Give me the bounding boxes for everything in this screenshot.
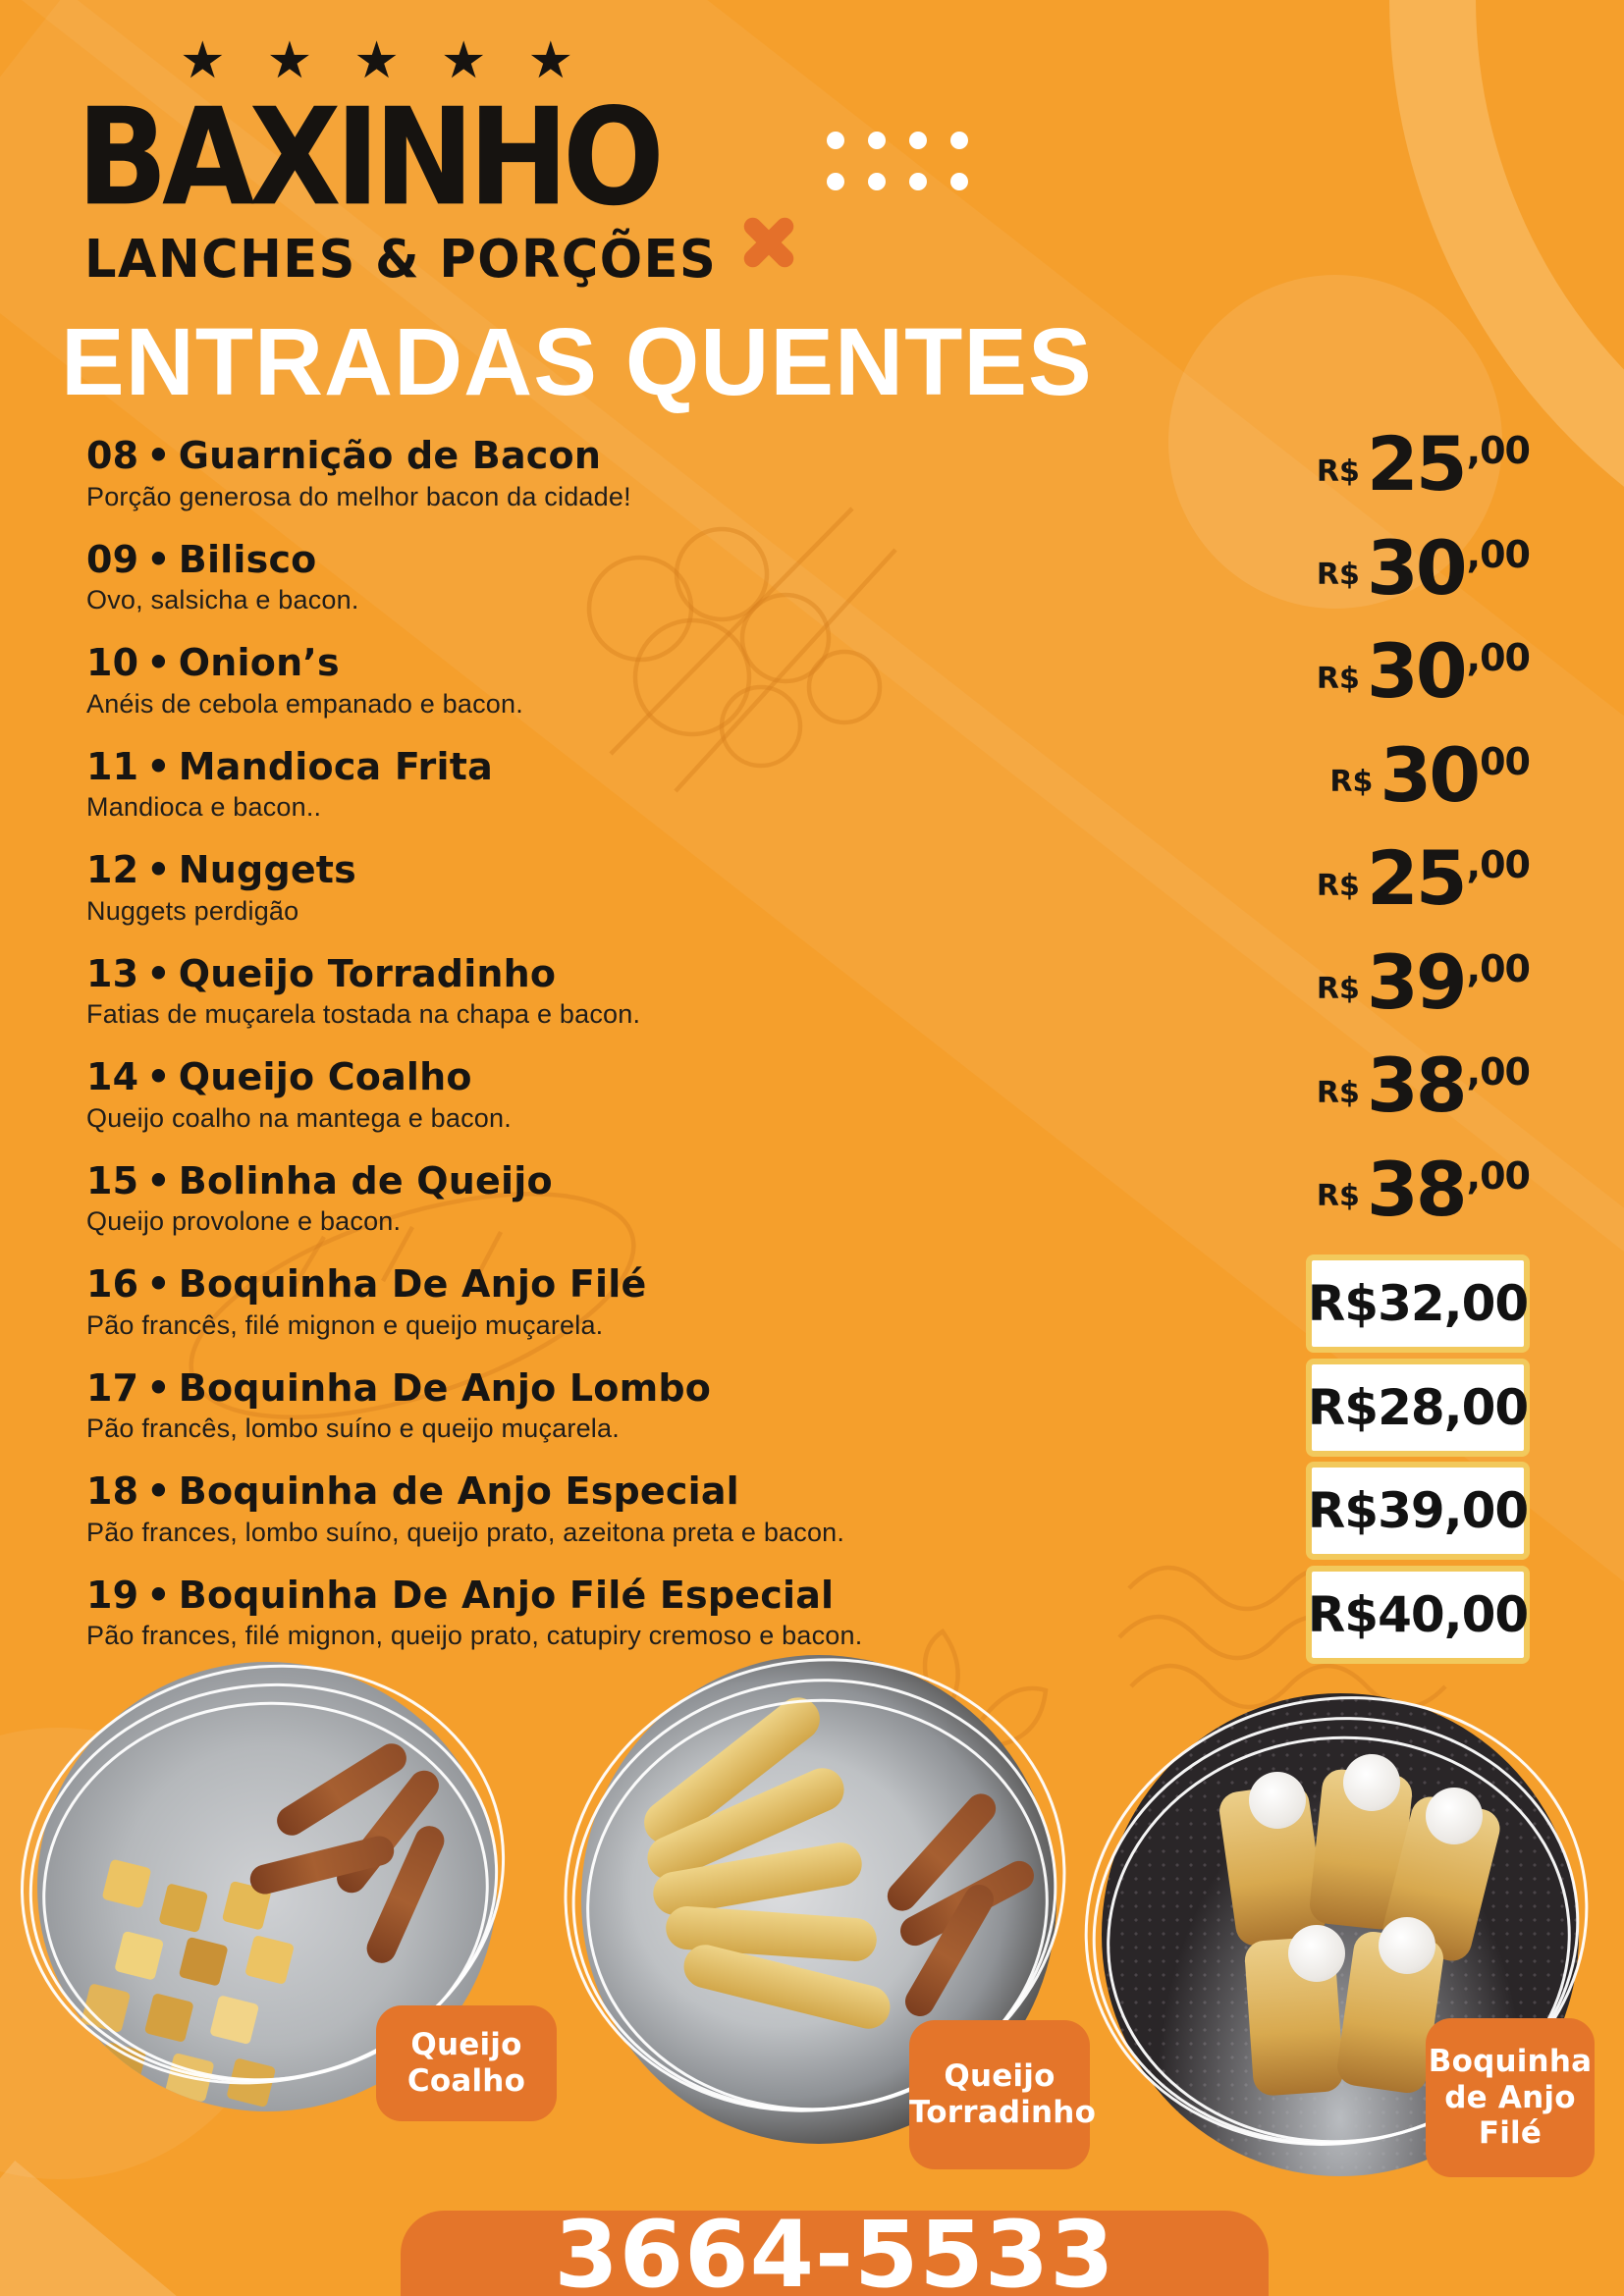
item-name: Guarnição de Bacon: [178, 434, 602, 477]
photo-label-line: Filé: [1478, 2115, 1543, 2152]
price-integer: 25: [1366, 834, 1465, 922]
phone-number: 3664-5533: [554, 2201, 1115, 2296]
menu-item-row: [86, 730, 1530, 851]
item-description: Mandioca e bacon..: [86, 792, 322, 823]
item-name: Boquinha De Anjo Lombo: [178, 1365, 712, 1410]
item-text: [86, 436, 631, 512]
item-number: 19: [86, 1573, 139, 1617]
bullet-separator: •: [146, 1469, 171, 1513]
dot-decoration: [868, 132, 886, 149]
item-title: [86, 436, 631, 477]
photo-label-line: Queijo: [944, 2058, 1056, 2095]
item-description: Queijo provolone e bacon.: [86, 1206, 402, 1237]
menu-item-row: [86, 1365, 1530, 1472]
photo-label-boquinha-de-anjo-file: [1426, 2018, 1595, 2177]
price-cents: ,00: [1466, 532, 1530, 576]
item-title: [86, 1575, 862, 1617]
dot-decoration: [827, 173, 844, 190]
price-integer: 39: [1366, 937, 1465, 1026]
item-description: Pão frances, lombo suíno, queijo prato, azeitona preta e bacon.: [86, 1517, 845, 1547]
item-number: 18: [86, 1469, 139, 1513]
item-price: [1329, 730, 1530, 819]
bullet-separator: •: [146, 1573, 171, 1617]
item-description: Anéis de cebola empanado e bacon.: [86, 688, 523, 719]
photo-label-queijo-coalho: [376, 2005, 557, 2121]
price-integer: 38: [1366, 1041, 1465, 1129]
price-cents: ,00: [1466, 946, 1530, 990]
menu-item-row: [86, 627, 1530, 747]
bullet-separator: •: [146, 1055, 171, 1098]
price-cents: ,00: [1466, 1050, 1530, 1094]
brand-tagline: LANCHES & PORÇÕES: [84, 229, 718, 291]
item-number: 12: [86, 848, 139, 891]
item-number: 15: [86, 1158, 139, 1202]
item-number: 11: [86, 744, 139, 788]
item-number: 17: [86, 1365, 139, 1410]
price-text: R$40,00: [1307, 1585, 1529, 1643]
item-text: [86, 643, 523, 720]
item-price: [1316, 627, 1530, 715]
price-cents: ,00: [1466, 636, 1530, 679]
item-text: [86, 951, 641, 1031]
menu-item-row: [86, 1041, 1530, 1161]
star-icon: ★: [440, 31, 487, 90]
item-description: Queijo coalho na mantega e bacon.: [86, 1102, 512, 1133]
item-price-box: [1306, 1359, 1530, 1457]
item-text: [86, 744, 493, 824]
menu-list: [86, 420, 1530, 1679]
item-text: [86, 850, 356, 927]
item-title: [86, 951, 640, 995]
dots-pattern: [827, 132, 968, 190]
menu-item-row: [86, 1471, 1530, 1575]
item-number: 14: [86, 1055, 139, 1098]
star-icon: ★: [266, 31, 313, 90]
photo-label-line: Queijo: [410, 2027, 522, 2063]
item-price: [1316, 834, 1530, 922]
price-text: R$32,00: [1307, 1275, 1529, 1332]
star-icon: ★: [527, 31, 574, 90]
bullet-separator: •: [146, 1158, 171, 1202]
item-title: [86, 643, 523, 684]
bullet-separator: •: [146, 434, 171, 477]
photo-label-line: de Anjo: [1444, 2079, 1576, 2115]
menu-item-row: [86, 523, 1530, 644]
item-number: 16: [86, 1262, 139, 1306]
item-title: [86, 744, 493, 788]
photo-label-queijo-torradinho: [909, 2020, 1097, 2169]
menu-item-row: [86, 834, 1530, 954]
x-mark-decoration: [738, 212, 799, 273]
bullet-separator: •: [146, 641, 171, 684]
item-number: 09: [86, 537, 139, 581]
item-name: Nuggets: [178, 848, 356, 891]
item-title: [86, 1264, 646, 1306]
item-name: Bolinha de Queijo: [178, 1158, 553, 1202]
price-integer: 30: [1366, 523, 1465, 612]
photo-label-line: Boquinha: [1428, 2044, 1593, 2080]
item-title: [86, 850, 356, 891]
item-price: [1316, 1145, 1530, 1233]
dot-decoration: [950, 173, 968, 190]
bullet-separator: •: [146, 1262, 171, 1306]
dot-decoration: [827, 132, 844, 149]
dot-decoration: [909, 132, 927, 149]
item-description: Pão frances, filé mignon, queijo prato, catupiry cremoso e bacon.: [86, 1621, 863, 1651]
dot-decoration: [868, 173, 886, 190]
item-text: [86, 1471, 844, 1548]
menu-item-row: [86, 937, 1530, 1058]
item-text: [86, 1575, 862, 1652]
item-text: [86, 1057, 512, 1134]
dot-decoration: [909, 173, 927, 190]
bullet-separator: •: [146, 848, 171, 891]
item-text: [86, 537, 359, 616]
item-price-box: [1306, 1566, 1530, 1664]
item-text: [86, 1264, 646, 1341]
price-cents: ,00: [1466, 1153, 1530, 1198]
currency-label: R$: [1329, 765, 1374, 800]
item-name: Bilisco: [178, 537, 317, 581]
price-cents: ,00: [1466, 843, 1530, 886]
phone-banner: [401, 2201, 1269, 2296]
photo-label-line: Coalho: [406, 2063, 526, 2099]
section-title: ENTRADAS QUENTES: [61, 308, 1093, 415]
price-integer: 25: [1366, 420, 1465, 507]
item-price: [1316, 523, 1530, 612]
item-price-box: [1306, 1462, 1530, 1560]
currency-label: R$: [1316, 661, 1360, 696]
brand-name: BAXINHO: [77, 79, 659, 236]
photo-label-line: Torradinho: [909, 2095, 1097, 2130]
item-name: Boquinha De Anjo Filé Especial: [178, 1573, 835, 1617]
currency-label: R$: [1316, 972, 1360, 1007]
menu-item-row: [86, 420, 1530, 540]
item-description: Fatias de muçarela tostada na chapa e bacon.: [86, 999, 641, 1030]
currency-label: R$: [1316, 454, 1360, 489]
bullet-separator: •: [146, 951, 171, 995]
item-description: Ovo, salsicha e bacon.: [86, 585, 359, 615]
item-title: [86, 1057, 512, 1098]
item-text: [86, 1365, 712, 1445]
item-title: [86, 1471, 844, 1513]
dot-decoration: [950, 132, 968, 149]
price-integer: 38: [1366, 1145, 1465, 1233]
item-price-box: [1306, 1255, 1530, 1353]
item-description: Porção generosa do melhor bacon da cidade!: [86, 481, 631, 511]
currency-label: R$: [1316, 1075, 1360, 1110]
item-price: [1316, 1041, 1530, 1129]
price-text: R$39,00: [1307, 1482, 1529, 1539]
item-number: 13: [86, 951, 139, 995]
price-cents: 00: [1480, 739, 1530, 783]
currency-label: R$: [1316, 868, 1360, 903]
star-icon: ★: [353, 31, 400, 90]
item-name: Boquinha De Anjo Filé: [178, 1262, 647, 1306]
currency-label: R$: [1316, 1179, 1360, 1214]
price-integer: 30: [1366, 627, 1465, 715]
item-title: [86, 1365, 712, 1410]
item-number: 08: [86, 434, 139, 477]
menu-item-row: [86, 1145, 1530, 1265]
price-text: R$28,00: [1307, 1378, 1529, 1436]
item-text: [86, 1158, 553, 1238]
item-name: Queijo Coalho: [178, 1055, 472, 1098]
item-description: Pão francês, lombo suíno e queijo muçarela.: [86, 1414, 620, 1444]
item-name: Onion’s: [178, 641, 340, 684]
currency-label: R$: [1316, 558, 1360, 593]
price-integer: 30: [1380, 730, 1479, 819]
item-title: [86, 537, 359, 581]
bullet-separator: •: [146, 1365, 171, 1410]
star-icon: ★: [180, 31, 226, 90]
item-name: Queijo Torradinho: [178, 951, 557, 995]
item-description: Nuggets perdigão: [86, 895, 299, 926]
item-name: Boquinha de Anjo Especial: [178, 1469, 739, 1513]
bullet-separator: •: [146, 744, 171, 788]
price-cents: ,00: [1466, 429, 1530, 472]
item-price: [1316, 937, 1530, 1026]
item-number: 10: [86, 641, 139, 684]
bullet-separator: •: [146, 537, 171, 581]
item-price: [1316, 420, 1530, 507]
item-name: Mandioca Frita: [178, 744, 493, 788]
item-title: [86, 1158, 553, 1202]
item-description: Pão francês, filé mignon e queijo muçarela.: [86, 1309, 604, 1340]
menu-item-row: [86, 1264, 1530, 1368]
